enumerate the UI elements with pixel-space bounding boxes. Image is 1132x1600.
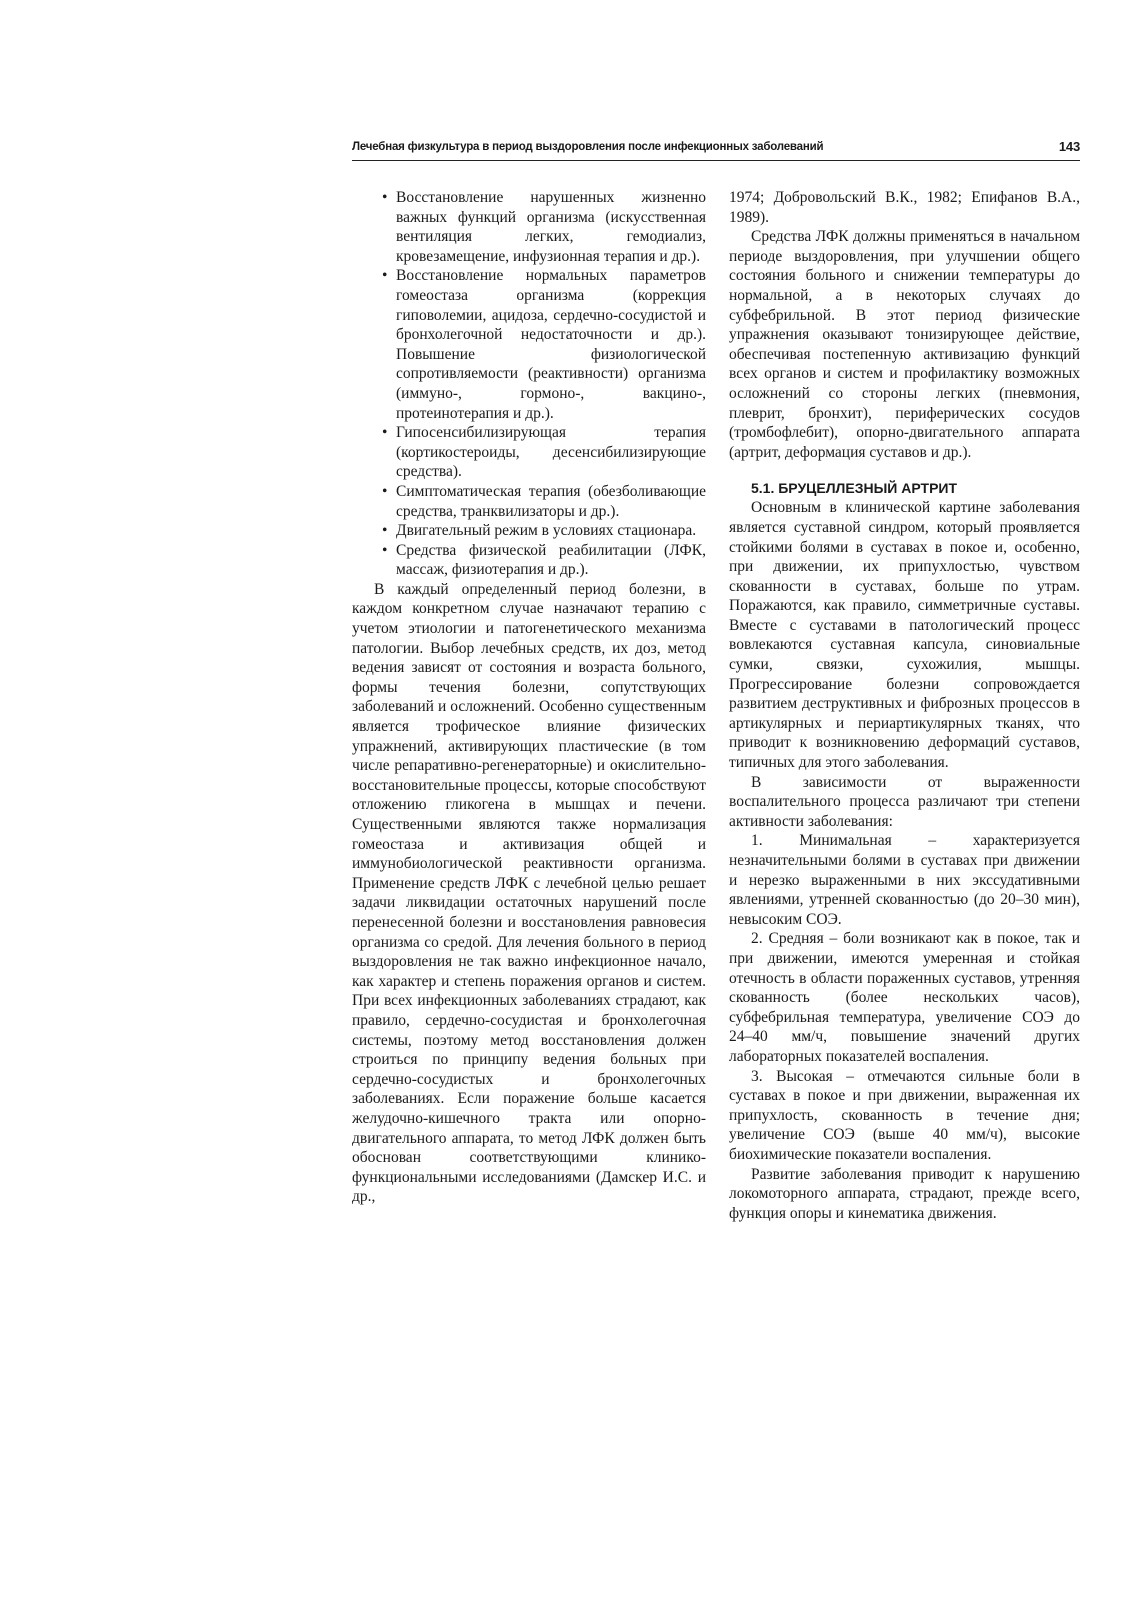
bullet-icon: • [382, 522, 388, 540]
list-item-text: Восстановление нормальных параметров гомеостаза организма (коррекция гиповолемии, ацидоза, сердечно-сосудистой и бронхолегочной недостаточности и др.). Повышение физиологической сопротивляемости (реактивности) организма (иммуно-, гормоно-, вакцино-, протеинотерапия и др.). [396, 267, 706, 422]
body-paragraph: В каждый определенный период болезни, в каждом конкретном случае назначают терапию с учетом этиологии и патогенетического механизма патологии. Выбор лечебных средств, их доз, метод ведения зависят от состояния и возраста больного, формы течения болезни, сопутствующих заболеваний и осложнений. Особенно существенным является трофическое влияние физических упражнений, активирующих пластические (в том числе репаративно-регенераторные) и окислительно-восстановительные процессы, которые способствуют отложению гликогена в мышцах и печени. Существенными являются также нормализация гомеостаза и активизация общей и иммунобиологической реактивности организма. Применение средств ЛФК с лечебной целью решает задачи ликвидации остаточных нарушений после перенесенной болезни и восстановления равновесия организма со средой. Для лечения больного в период выздоровления не так важно инфекционное начало, как характер и степень поражения органов и систем. При всех инфекционных заболеваниях страдают, как правило, сердечно-сосудистая и бронхолегочная системы, поэтому метод восстановления должен строиться по принципу ведения больных при сердечно-сосудистых и бронхолегочных заболеваниях. Если поражение больше касается желудочно-кишечного тракта или опорно-двигательного аппарата, то метод ЛФК должен быть обоснован соответствующими клинико-функциональными исследованиями (Дамскер И.С. и др., [352, 580, 706, 1206]
page-number: 143 [1058, 139, 1080, 154]
list-item-text: Двигательный режим в условиях стационара. [396, 522, 697, 540]
activity-degree-medium: 2. Средняя – боли возникают как в покое, так и при движении, имеются умеренная и стойкая отечность в области пораженных суставов, утренняя скованность (более нескольких часов), субфебрильная температура, увеличение СОЭ до 24–40 мм/ч, повышение значений других лабораторных показателей воспаления. [729, 930, 1080, 1065]
bullet-icon: • [382, 482, 388, 500]
list-item-text: Гипосенсибилизирующая терапия (кортикостероиды, десенсибилизирующие средства). [396, 424, 706, 481]
list-item [352, 423, 706, 482]
header-rule [352, 160, 1080, 161]
bullet-icon: • [382, 189, 388, 206]
body-paragraph: Развитие заболевания приводит к нарушению локомоторного аппарата, страдают, прежде всего, функция опоры и кинематика движения. [729, 1165, 1080, 1222]
running-header [352, 141, 1080, 153]
bullet-icon: • [382, 424, 388, 442]
activity-degree-high: 3. Высокая – отмечаются сильные боли в суставах в покое и при движении, выраженная их припухлость, скованность в течение дня; увеличение СОЭ (выше 40 мм/ч), высокие биохимические показатели воспаления. [729, 1067, 1080, 1163]
body-paragraph: Средства ЛФК должны применяться в начальном периоде выздоровления, при улучшении общего состояния больного и снижении температуры до нормальной, а в некоторых случаях до субфебрильной. В этот период физические упражнения оказывают тонизирующее действие, обеспечивая постепенную активизацию функций всех органов и систем и профилактику возможных осложнений со стороны легких (пневмония, плеврит, бронхит), периферических сосудов (тромбофлебит), опорно-двигательного аппарата (артрит, деформация суставов и др.). [729, 228, 1080, 461]
bullet-list [352, 188, 706, 580]
running-title: Лечебная физкультура в период выздоровления после инфекционных заболеваний [352, 141, 824, 153]
right-column [729, 188, 1080, 1223]
continued-paragraph: 1974; Добровольский В.К., 1982; Епифанов В.А., 1989). [729, 189, 1080, 226]
bullet-icon: • [382, 267, 388, 285]
bullet-icon: • [382, 541, 388, 559]
section-heading: 5.1. БРУЦЕЛЛЕЗНЫЙ АРТРИТ [751, 480, 958, 497]
activity-degree-minimal: 1. Минимальная – характеризуется незначительными болями в суставах при движении и нерезко выраженными в них экссудативными явлениями, утренней скованностью (до 20–30 мин), невысоким СОЭ. [729, 832, 1080, 928]
list-item [352, 188, 706, 266]
left-column [352, 188, 706, 1207]
list-item-text: Восстановление нарушенных жизненно важных функций организма (искусственная вентиляция легких, гемодиализ, кровезамещение, инфузионная терапия и др.). [396, 189, 706, 265]
list-item [352, 266, 706, 423]
list-item-text: Симптоматическая терапия (обезболивающие средства, транквилизаторы и др.). [396, 482, 706, 520]
list-item-text: Средства физической реабилитации (ЛФК, массаж, физиотерапия и др.). [396, 541, 706, 579]
list-item [352, 482, 706, 521]
body-paragraph: В зависимости от выраженности воспалительного процесса различают три степени активности заболевания: [729, 773, 1080, 830]
list-item [352, 521, 706, 541]
body-paragraph: Основным в клинической картине заболевания является суставной синдром, который проявляется стойкими болями в суставах в покое и, особенно, при движении, их припухлостью, чувством скованности в суставах, больше по утрам. Поражаются, как правило, симметричные суставы. Вместе с суставами в патологический процесс вовлекаются суставная капсула, синовиальные сумки, связки, сухожилия, мышцы. Прогрессирование болезни сопровождается развитием деструктивных и фиброзных процессов в артикулярных и периартикулярных тканях, что приводит к возникновению деформаций суставов, типичных для этого заболевания. [729, 499, 1080, 772]
list-item [352, 541, 706, 580]
